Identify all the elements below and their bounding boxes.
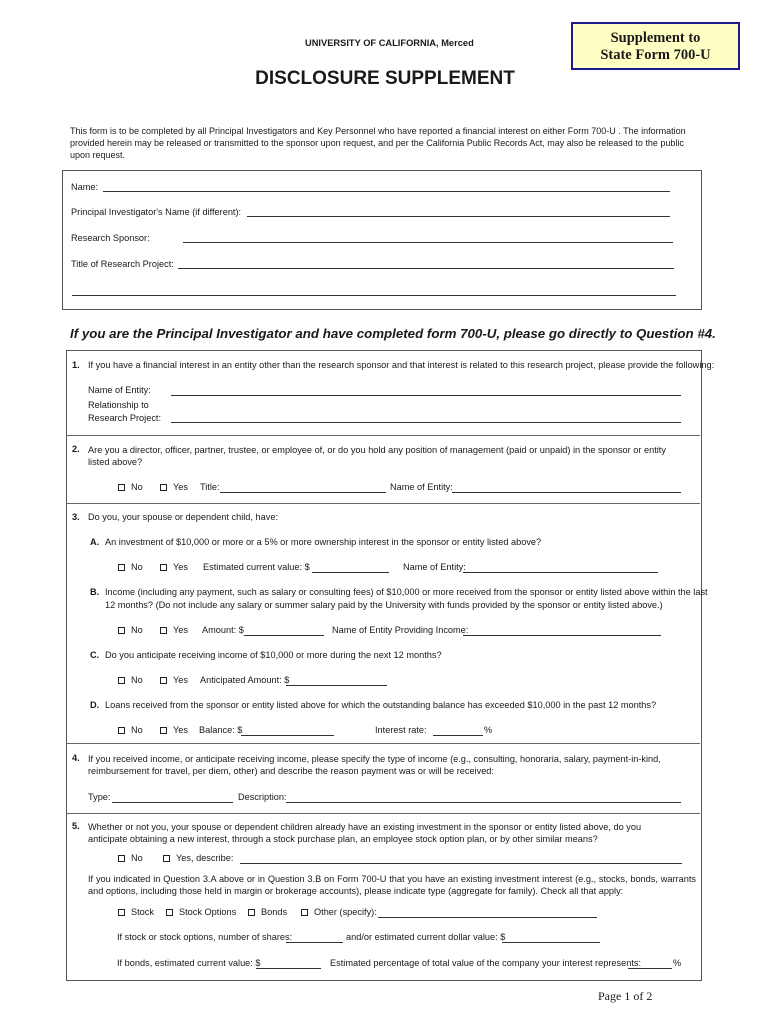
name-field[interactable] — [103, 191, 670, 192]
intro-text: This form is to be completed by all Principal Investigators and Key Personnel who have reported a financial interest on either Form 700-U . The information provided herein may be released or transmitted to the sponsor upon request, and per the California Public Records Act, may also be released to the public upon request. — [70, 126, 686, 160]
project-field-line2[interactable] — [72, 295, 676, 296]
q4-number: 4. — [72, 753, 80, 763]
q3b-entity-label: Name of Entity Providing Income: — [332, 625, 469, 635]
q3b-text-2: 12 months? (Do not include any salary or summer salary paid by the University with funds provided by the sponsor or entity listed above.) — [105, 600, 663, 610]
name-label: Name: — [71, 182, 99, 192]
checkbox-icon[interactable] — [160, 484, 167, 491]
sponsor-field[interactable] — [183, 242, 673, 243]
checkbox-icon[interactable] — [118, 727, 125, 734]
q4-desc-label: Description: — [238, 792, 287, 802]
stock-option[interactable]: Stock — [118, 907, 154, 918]
q3a-entity-field[interactable] — [463, 572, 658, 573]
project-field[interactable] — [178, 268, 674, 269]
checkbox-icon[interactable] — [301, 909, 308, 916]
q5-describe-field[interactable] — [240, 863, 682, 864]
q3a-letter: A. — [90, 537, 100, 547]
project-label: Title of Research Project: — [71, 259, 174, 269]
bond-value-label: If bonds, estimated current value: $ — [117, 958, 261, 968]
checkbox-icon[interactable] — [160, 627, 167, 634]
q3c-yes-option[interactable]: Yes — [160, 675, 188, 686]
q3b-yes-option[interactable]: Yes — [160, 625, 188, 636]
q5-number: 5. — [72, 821, 80, 831]
q5-text: Whether or not you, your spouse or dependent children already have an existing investment in the sponsor or entity listed above, do you anticipate obtaining a new interest, through a stock purchase plan, an employee stock option plan, or by other similar means? — [88, 822, 642, 844]
q2-entity-field[interactable] — [452, 492, 681, 493]
q4-type-field[interactable] — [112, 802, 233, 803]
q1-text: If you have a financial interest in an entity other than the research sponsor and that interest is related to this research project, please provide the following: — [88, 360, 715, 370]
divider — [66, 743, 700, 744]
divider — [66, 435, 700, 436]
q2-text: Are you a director, officer, partner, trustee, or employee of, or do you hold any position of management (paid or unpaid) in the sponsor or entity listed above? — [88, 445, 666, 467]
q1-relationship-label2: Research Project: — [88, 413, 162, 423]
q4-type-label: Type: — [88, 792, 111, 802]
pct-total-field[interactable] — [628, 968, 672, 969]
checkbox-icon[interactable] — [248, 909, 255, 916]
q3d-rate-field[interactable] — [433, 735, 483, 736]
checkbox-icon[interactable] — [166, 909, 173, 916]
q3-text: Do you, your spouse or dependent child, have: — [88, 512, 278, 522]
dollar-value-field[interactable] — [502, 942, 600, 943]
divider — [66, 503, 700, 504]
q3c-text: Do you anticipate receiving income of $10,000 or more during the next 12 months? — [105, 650, 442, 660]
q3d-pct-sign: % — [484, 725, 493, 735]
shares-label: If stock or stock options, number of shares: — [117, 932, 293, 942]
q3b-amount-field[interactable] — [244, 635, 324, 636]
other-option[interactable]: Other (specify): — [301, 907, 377, 918]
q3a-value-label: Estimated current value: $ — [203, 562, 310, 572]
checkbox-icon[interactable] — [160, 727, 167, 734]
q3d-balance-label: Balance: $ — [199, 725, 243, 735]
sponsor-label: Research Sponsor: — [71, 233, 150, 243]
q1-relationship-field[interactable] — [171, 422, 681, 423]
university-name: UNIVERSITY OF CALIFORNIA, Merced — [305, 38, 474, 48]
pi-name-label: Principal Investigator's Name (if different): — [71, 207, 242, 217]
checkbox-icon[interactable] — [163, 855, 170, 862]
q3-number: 3. — [72, 512, 80, 522]
q4-desc-field[interactable] — [286, 802, 681, 803]
q1-number: 1. — [72, 360, 80, 370]
q3a-value-field[interactable] — [312, 572, 389, 573]
q1-relationship-label1: Relationship to — [88, 400, 149, 410]
other-specify-field[interactable] — [378, 917, 597, 918]
q3a-text: An investment of $10,000 or more or a 5% or more ownership interest in the sponsor or entity listed above? — [105, 537, 542, 547]
q3b-letter: B. — [90, 587, 100, 597]
checkbox-icon[interactable] — [118, 627, 125, 634]
supplement-line2: State Form 700-U — [600, 47, 711, 63]
q1-entity-field[interactable] — [171, 395, 681, 396]
q3d-balance-field[interactable] — [241, 735, 334, 736]
checkbox-icon[interactable] — [118, 484, 125, 491]
q3d-yes-option[interactable]: Yes — [160, 725, 188, 736]
q2-yes-option[interactable]: Yes — [160, 482, 188, 493]
q5-followup-text: If you indicated in Question 3.A above or in Question 3.B on Form 700-U that you have an existing investment interest (e.g., stocks, bonds, warrants and options, including those held in margin or brokerage accounts), please indicate type (aggregate for family). Check all that apply: — [88, 874, 696, 896]
q1-entity-label: Name of Entity: — [88, 385, 151, 395]
checkbox-icon[interactable] — [118, 855, 125, 862]
q3c-no-option[interactable]: No — [118, 675, 143, 686]
instruction-banner: If you are the Principal Investigator and have completed form 700-U, please go directly to Question #4. — [70, 326, 716, 341]
q2-title-field[interactable] — [220, 492, 386, 493]
stock-options-option[interactable]: Stock Options — [166, 907, 236, 918]
q3d-rate-label: Interest rate: — [375, 725, 427, 735]
q3a-no-option[interactable]: No — [118, 562, 143, 573]
q3d-letter: D. — [90, 700, 100, 710]
supplement-line1: Supplement to — [610, 30, 701, 46]
page-number: Page 1 of 2 — [598, 989, 653, 1003]
q3a-yes-option[interactable]: Yes — [160, 562, 188, 573]
checkbox-icon[interactable] — [118, 677, 125, 684]
q3d-no-option[interactable]: No — [118, 725, 143, 736]
q5-yes-option[interactable]: Yes, describe: — [163, 853, 233, 864]
q2-entity-label: Name of Entity: — [390, 482, 453, 492]
shares-field[interactable] — [286, 942, 343, 943]
divider — [66, 813, 700, 814]
q3b-text-1: Income (including any payment, such as salary or consulting fees) of $10,000 or more received from the sponsor or entity listed above within the last — [105, 587, 708, 597]
q5-no-option[interactable]: No — [118, 853, 143, 864]
supplement-badge — [571, 22, 740, 70]
q3b-amount-label: Amount: $ — [202, 625, 244, 635]
q3b-entity-field[interactable] — [463, 635, 661, 636]
q2-title-label: Title: — [200, 482, 220, 492]
q3d-text: Loans received from the sponsor or entity listed above for which the outstanding balance has exceeded $10,000 in the past 12 months? — [105, 700, 657, 710]
q3c-letter: C. — [90, 650, 100, 660]
q4-text: If you received income, or anticipate receiving income, please specify the type of income (e.g., consulting, honoraria, salary, payment-in-kind, reimbursement for travel, per diem, other) and describe the reason payment was or will be received: — [88, 754, 661, 776]
checkbox-icon[interactable] — [160, 564, 167, 571]
checkbox-icon[interactable] — [118, 564, 125, 571]
q3c-amount-field[interactable] — [286, 685, 387, 686]
pct-total-label: Estimated percentage of total value of the company your interest represents: — [330, 958, 642, 968]
bonds-option[interactable]: Bonds — [248, 907, 287, 918]
q2-number: 2. — [72, 444, 80, 454]
pi-name-field[interactable] — [247, 216, 670, 217]
q3a-entity-label: Name of Entity: — [403, 562, 466, 572]
page-title: DISCLOSURE SUPPLEMENT — [255, 68, 515, 89]
dollar-value-label: and/or estimated current dollar value: $ — [346, 932, 506, 942]
bond-value-field[interactable] — [256, 968, 321, 969]
q2-no-option[interactable]: No — [118, 482, 143, 493]
checkbox-icon[interactable] — [160, 677, 167, 684]
checkbox-icon[interactable] — [118, 909, 125, 916]
q3c-amount-label: Anticipated Amount: $ — [200, 675, 290, 685]
q3b-no-option[interactable]: No — [118, 625, 143, 636]
pct-total-sign: % — [673, 958, 682, 968]
